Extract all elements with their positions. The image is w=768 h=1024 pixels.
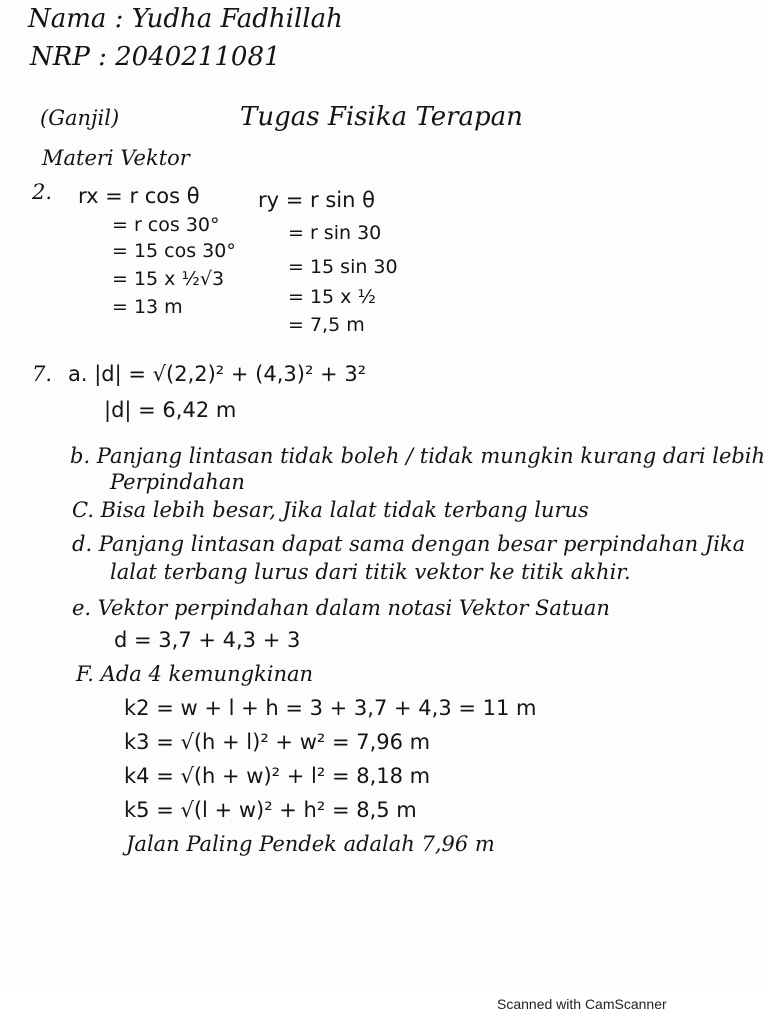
ganjil-label: (Ganjil) [40,106,120,130]
part-d-line-2: lalat terbang lurus dari titik vektor ke titik akhir. [110,560,631,584]
conclusion-line: Jalan Paling Pendek adalah 7,96 m [126,832,495,856]
part-a-line-2: |d| = 6,42 m [104,398,237,422]
ry-line-3: = 15 sin 30 [288,256,398,278]
rx-line-3: = 15 cos 30° [112,240,236,262]
part-f-line-1: F. Ada 4 kemungkinan [76,662,314,686]
k2-line: k2 = w + l + h = 3 + 3,7 + 4,3 = 11 m [124,696,537,720]
k4-line: k4 = √(h + w)² + l² = 8,18 m [124,764,431,788]
camscanner-watermark: Scanned with CamScanner [497,996,667,1012]
topic-label: Materi Vektor [42,146,190,170]
rx-line-4: = 15 x ½√3 [112,268,225,290]
ry-line-4: = 15 x ½ [288,286,376,308]
ry-line-2: = r sin 30 [288,222,382,244]
ry-line-1: ry = r sin θ [258,188,375,212]
problem-2-number: 2. [32,180,53,204]
rx-line-5: = 13 m [112,296,183,318]
rx-line-1: rx = r cos θ [78,184,200,208]
part-e-line-2: d = 3,7 + 4,3 + 3 [114,628,301,652]
part-c: C. Bisa lebih besar, Jika lalat tidak terbang lurus [72,498,589,522]
problem-7-number: 7. [32,362,53,386]
rx-line-2: = r cos 30° [112,214,220,236]
part-a-line-1: a. |d| = √(2,2)² + (4,3)² + 3² [68,362,367,386]
name-line: Nama : Yudha Fadhillah [28,4,343,34]
part-e-line-1: e. Vektor perpindahan dalam notasi Vektor Satuan [72,596,610,620]
part-b-line-1: b. Panjang lintasan tidak boleh / tidak mungkin kurang dari lebih [70,444,766,468]
k5-line: k5 = √(l + w)² + h² = 8,5 m [124,798,417,822]
part-d-line-1: d. Panjang lintasan dapat sama dengan besar perpindahan Jika [72,532,746,556]
k3-line: k3 = √(h + l)² + w² = 7,96 m [124,730,431,754]
nrp-line: NRP : 2040211081 [30,42,281,72]
part-b-line-2: Perpindahan [110,470,245,494]
ry-line-5: = 7,5 m [288,314,365,336]
assignment-title: Tugas Fisika Terapan [240,102,523,132]
